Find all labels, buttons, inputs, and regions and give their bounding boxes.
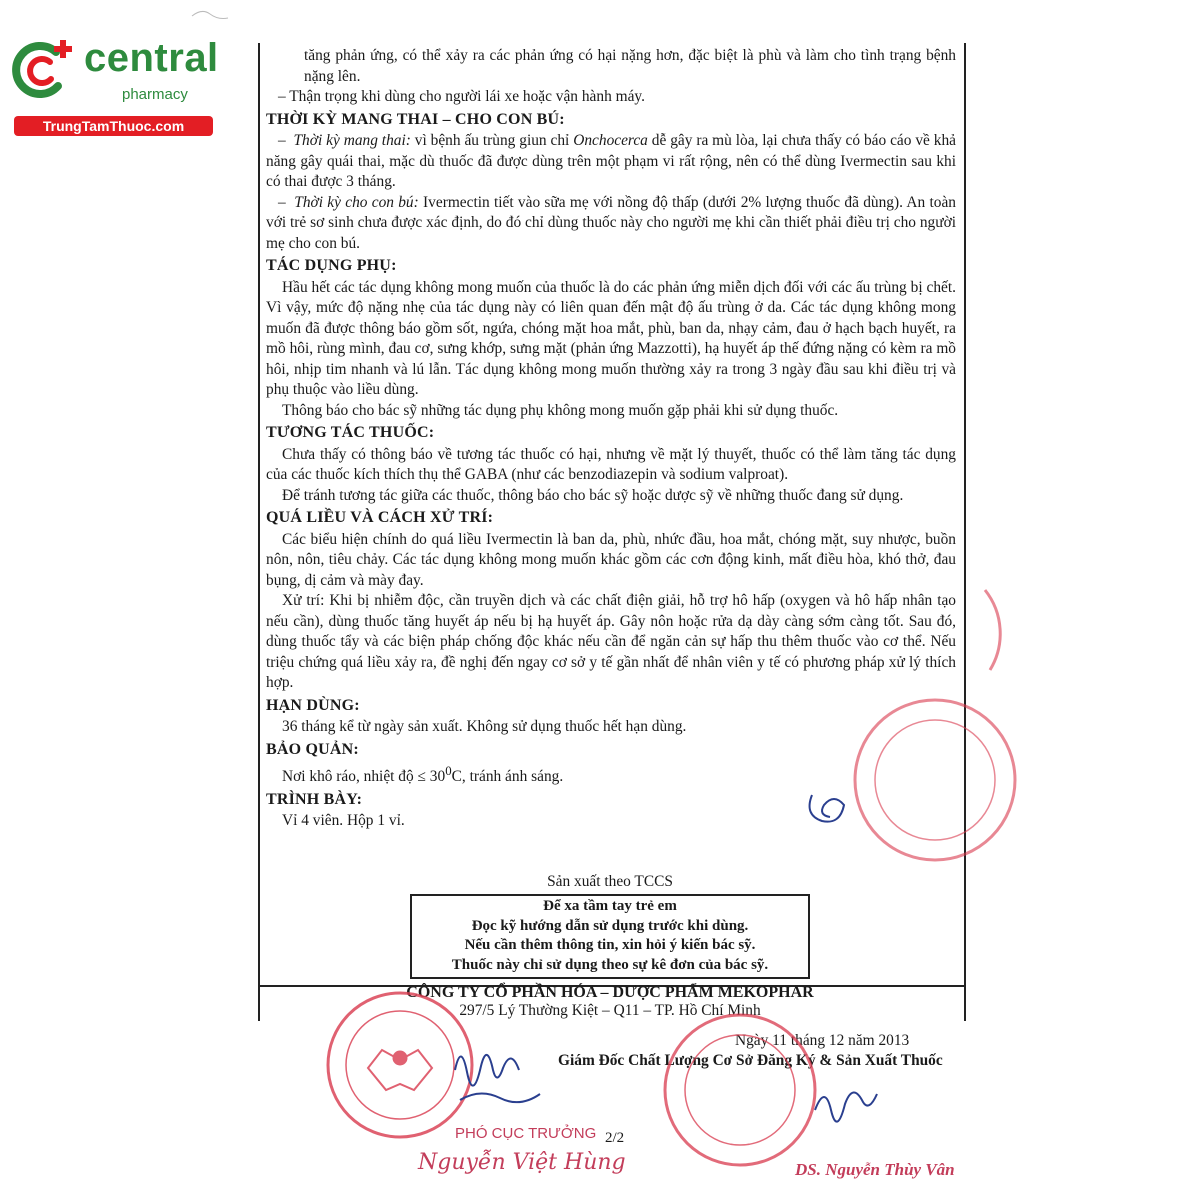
section-heading-shelf-life: HẠN DÙNG:	[266, 696, 360, 714]
company-address: 297/5 Lý Thường Kiệt – Q11 – TP. Hồ Chí Minh	[459, 1002, 761, 1019]
presentation-text: Vỉ 4 viên. Hộp 1 vỉ.	[282, 812, 405, 830]
section-heading-presentation: TRÌNH BÀY:	[266, 790, 363, 808]
logo-website[interactable]: TrungTamThuoc.com	[14, 116, 213, 136]
central-pharmacy-logo[interactable]	[10, 36, 219, 138]
pregnancy-text-a: vì bệnh ấu trùng giun chỉ	[410, 132, 574, 149]
director-title: Giám Đốc Chất Lượng Cơ Sở Đăng Ký & Sản Xuất Thuốc	[558, 1052, 943, 1069]
warning-line: Đọc kỹ hướng dẫn sử dụng trước khi dùng.	[471, 917, 749, 934]
pregnancy-text-b: dễ gây ra mù lòa, lại chưa thấy có báo cáo về khả năng gây quái thai, mặc dù thuốc đã được dùng trên một phạm vi rất rộng, nên có thể dùng Ivermectin sau khi có thai được 3 tháng.	[266, 132, 957, 190]
species-name: Onchocerca	[573, 132, 648, 149]
overdose-treatment: Xử trí: Khi bị nhiễm độc, cần truyền dịch và các chất điện giải, hỗ trợ hô hấp (oxygen và hô hấp nhân tạo nếu cần), dùng thuốc tăng huyết áp nếu bị hạ huyết áp. Gây nôn hoặc rửa dạ dày càng sớm càng tốt. Sau đó, dùng thuốc tẩy và các biện pháp chống độc khác nếu cần để ngăn cản sự hấp thu thêm thuốc vào cơ thể. Nếu triệu chứng quá liều xảy ra, đề nghị đến ngay cơ sở y tế gần nhất để nhân viên y tế có phương pháp xử lý thích hợp.	[266, 592, 956, 691]
section-heading-storage: BẢO QUẢN:	[266, 740, 359, 758]
breastfeeding-label: Thời kỳ cho con bú:	[294, 193, 419, 211]
storage-text-b: C, tránh ánh sáng.	[451, 768, 564, 786]
pregnancy-label: Thời kỳ mang thai:	[293, 132, 411, 149]
warning-box	[410, 894, 810, 979]
company-name: CÔNG TY CỔ PHẦN HÓA – DƯỢC PHẨM MEKOPHAR	[406, 984, 814, 1001]
storage-text	[266, 761, 956, 788]
shelf-life-text: 36 tháng kể từ ngày sản xuất. Không sử dụng thuốc hết hạn dùng.	[282, 718, 687, 735]
section-heading-side-effects: TÁC DỤNG PHỤ:	[266, 257, 397, 274]
breastfeeding-paragraph: – Thời kỳ cho con bú: Ivermectin tiết vào sữa mẹ với nồng độ thấp (dưới 2% lượng thuốc đã dùng). An toàn với trẻ sơ sinh chưa được xác định, do đó chỉ dùng thuốc này cho người mẹ khi cần thiết phải điều trị cho người mẹ cho con bú.	[266, 193, 956, 252]
warning-line: Để xa tầm tay trẻ em	[543, 898, 677, 914]
intro-line: – Thận trọng khi dùng cho người lái xe hoặc vận hành máy.	[278, 88, 645, 105]
side-effects-notice: Thông báo cho bác sỹ những tác dụng phụ không mong muốn gặp phải khi sử dụng thuốc.	[282, 401, 839, 419]
intro-line: tăng phản ứng, có thể xảy ra các phản ứng có hại nặng hơn, đặc biệt là phù và làm cho tình trạng bệnh nặng lên.	[304, 47, 956, 85]
breastfeeding-text: Ivermectin tiết vào sữa mẹ với nồng độ thấp (dưới 2% lượng thuốc đã dùng). An toàn với trẻ sơ sinh chưa được xác định, do đó chỉ dùng thuốc này cho người mẹ khi cần thiết phải điều trị cho người mẹ cho con bú.	[266, 193, 956, 252]
deputy-director-title: PHÓ CỤC TRƯỞNG	[455, 1125, 597, 1142]
pharmacy-c-cross-icon	[10, 38, 74, 102]
interactions-notice: Để tránh tương tác giữa các thuốc, thông báo cho bác sỹ hoặc dược sỹ về những thuốc đang sử dụng.	[282, 486, 904, 504]
signature-date: Ngày 11 tháng 12 năm 2013	[735, 1032, 910, 1049]
overdose-paragraph: Các biểu hiện chính do quá liều Ivermectin là ban da, phù, nhức đầu, hoa mắt, chóng mặt, suy nhược, buồn nôn, nôn, tiêu chảy. Các tác dụng không mong muốn khác gồm các cơn động kinh, mất điều hòa, khó thở, đau bụng, dị cảm và mày đay.	[266, 530, 956, 589]
scan-smudge	[190, 6, 230, 24]
warning-line: Nếu cần thêm thông tin, xin hỏi ý kiến bác sỹ.	[464, 937, 756, 953]
section-heading-interactions: TƯƠNG TÁC THUỐC:	[266, 424, 435, 441]
pregnancy-paragraph: – Thời kỳ mang thai: vì bệnh ấu trùng giun chỉ Onchocerca dễ gây ra mù lòa, lại chưa thấy có báo cáo về khả năng gây quái thai, mặc dù thuốc đã được dùng trên một phạm vi rất rộng, nên có thể dùng Ivermectin sau khi có thai được 3 tháng.	[266, 132, 957, 190]
page-number: 2/2	[605, 1130, 625, 1146]
degree-sup: 0	[445, 764, 452, 778]
storage-text-a: Nơi khô ráo, nhiệt độ ≤ 30	[282, 768, 446, 786]
warning-line: Thuốc này chỉ sử dụng theo sự kê đơn của bác sỹ.	[451, 956, 769, 973]
signer-right-name: DS. Nguyễn Thùy Vân	[795, 1160, 955, 1179]
manufacturing-standard: Sản xuất theo TCCS	[547, 873, 673, 890]
interactions-paragraph: Chưa thấy có thông báo về tương tác thuốc có hại, nhưng về mặt lý thuyết, thuốc có thể làm tăng tác dụng của các thuốc kích thích thụ thể GABA (như các benzodiazepin và sodium valproat).	[266, 445, 956, 483]
section-heading-overdose: QUÁ LIỀU VÀ CÁCH XỬ TRÍ:	[266, 509, 494, 526]
section-heading-pregnancy: THỜI KỲ MANG THAI – CHO CON BÚ:	[266, 110, 565, 128]
document-body	[266, 46, 956, 832]
logo-subtitle: pharmacy	[122, 86, 188, 103]
logo-brand-name: central	[84, 36, 219, 80]
side-effects-paragraph: Hầu hết các tác dụng không mong muốn của thuốc là do các phản ứng miễn dịch đối với các ấu trùng bị chết. Vì vậy, mức độ nặng nhẹ của tác dụng này có liên quan đến mật độ ấu trùng ở da. Các tác dụng không mong muốn đã được thông báo gồm sốt, ngứa, chóng mặt hoa mắt, phù, ban da, nhạy cảm, đau ở hạch bạch huyết, ra mồ hôi, rùng mình, đau cơ, sưng khớp, sưng mặt (phản ứng Mazzotti), hạ huyết áp thế đứng nặng có kèm ra mồ hôi, nhịp tim nhanh và lú lẫn. Tác dụng không mong muốn thường xảy ra trong 3 ngày đầu sau khi điều trị và phụ thuộc vào liều dùng.	[266, 278, 956, 398]
signer-left-name: Nguyễn Việt Hùng	[418, 1150, 626, 1175]
